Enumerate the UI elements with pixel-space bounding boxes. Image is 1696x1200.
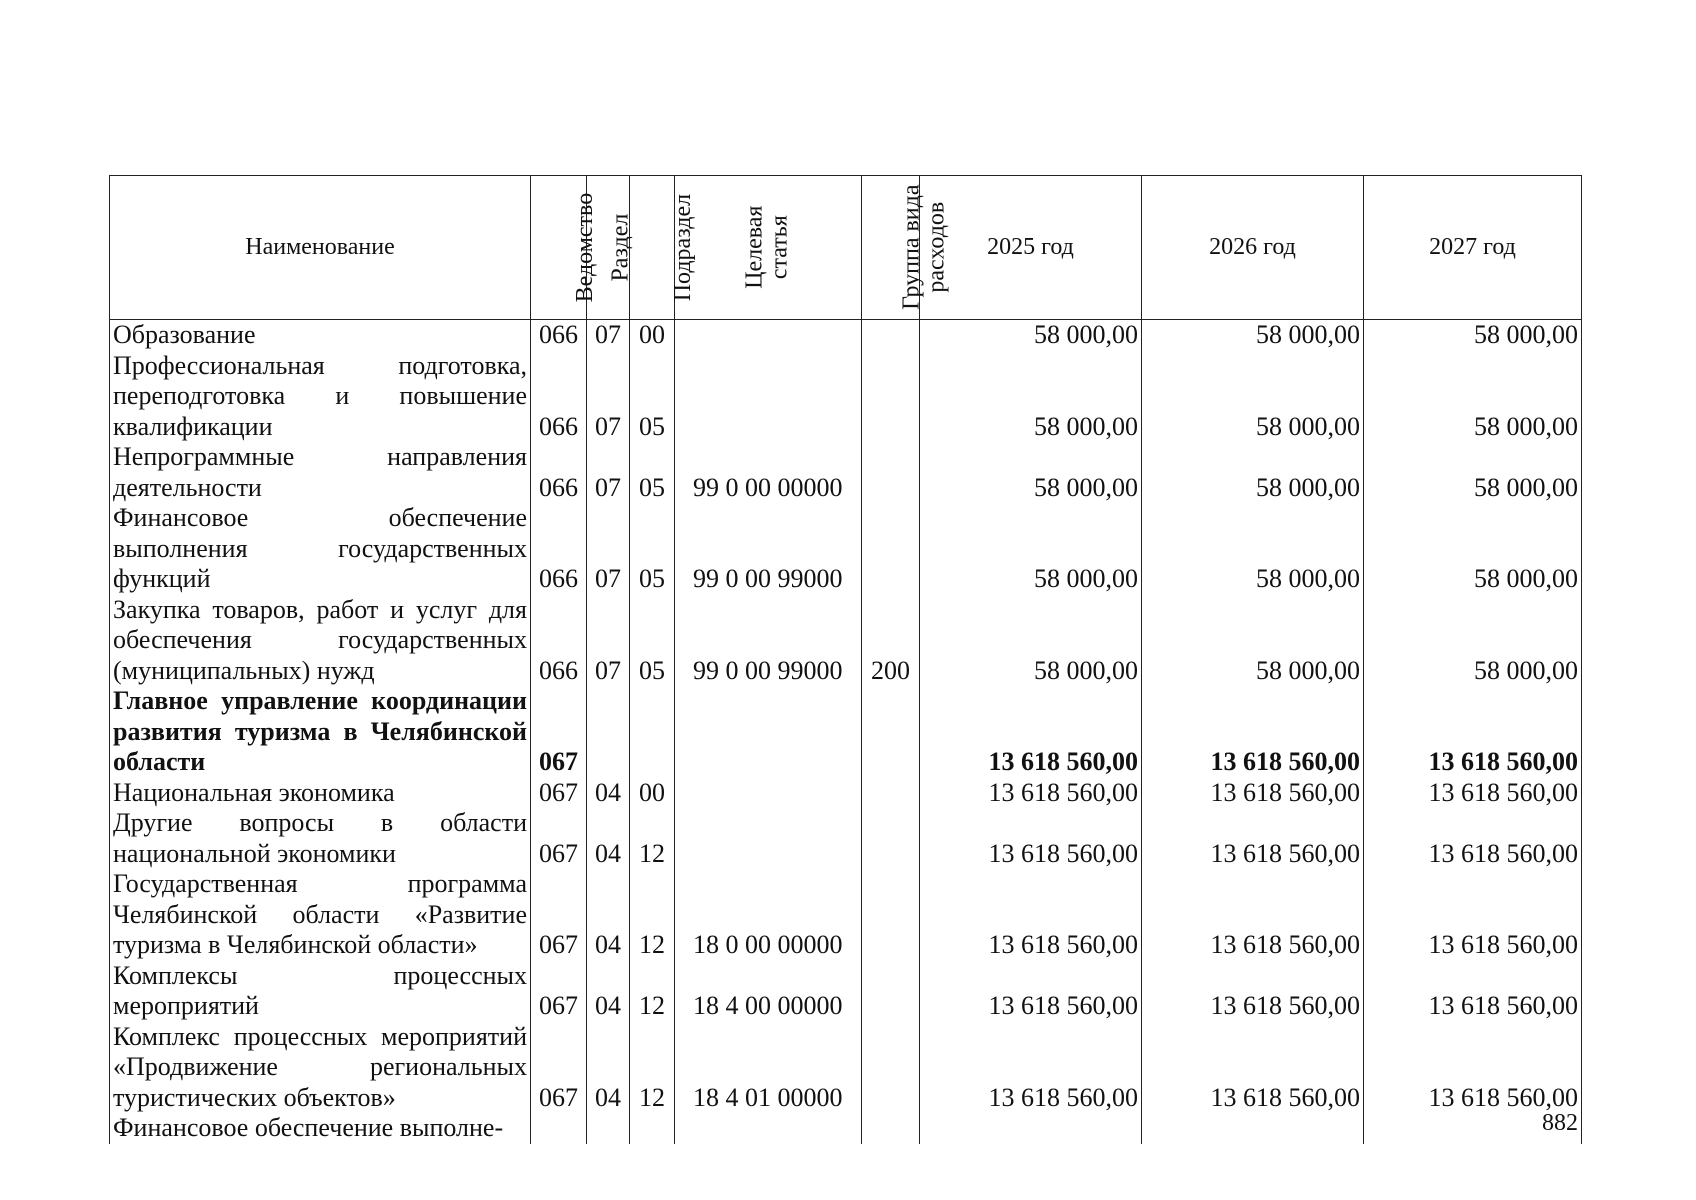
row-razdel: 07 <box>587 442 630 503</box>
budget-table <box>109 175 1582 1144</box>
header-2025: 2025 год <box>920 176 1142 320</box>
row-vedomstvo: 067 <box>531 686 587 778</box>
row-name: Комплексы процессных мероприятий <box>110 961 531 1022</box>
table-row <box>110 595 1582 687</box>
row-2026: 58 000,00 <box>1142 320 1364 351</box>
row-group <box>862 778 920 809</box>
row-2026: 58 000,00 <box>1142 351 1364 443</box>
row-name: Профессиональная подготовка, переподготовка и повышение квалификации <box>110 351 531 443</box>
row-2026: 58 000,00 <box>1142 503 1364 595</box>
row-razdel: 04 <box>587 778 630 809</box>
row-2025: 58 000,00 <box>920 351 1142 443</box>
row-vedomstvo: 067 <box>531 808 587 869</box>
row-2027: 13 618 560,00 <box>1364 1022 1582 1114</box>
row-vedomstvo: 067 <box>531 1022 587 1114</box>
row-group <box>862 503 920 595</box>
row-target: 99 0 00 99000 <box>675 503 862 595</box>
row-target: 18 4 01 00000 <box>675 1022 862 1114</box>
row-2027: 58 000,00 <box>1364 442 1582 503</box>
row-razdel <box>587 686 630 778</box>
row-target <box>675 778 862 809</box>
row-podrazdel: 05 <box>630 351 675 443</box>
table-row <box>110 320 1582 351</box>
row-group <box>862 1113 920 1144</box>
table-row <box>110 442 1582 503</box>
row-group <box>862 869 920 961</box>
header-name: Наименование <box>110 176 531 320</box>
header-vedomstvo: Ведомство <box>531 176 587 320</box>
row-2027: 58 000,00 <box>1364 595 1582 687</box>
row-2027: 13 618 560,00 <box>1364 778 1582 809</box>
table-row <box>110 503 1582 595</box>
row-razdel <box>587 1113 630 1144</box>
row-vedomstvo: 066 <box>531 503 587 595</box>
row-podrazdel: 05 <box>630 595 675 687</box>
row-target <box>675 1113 862 1144</box>
row-podrazdel: 05 <box>630 442 675 503</box>
row-group <box>862 351 920 443</box>
row-podrazdel: 12 <box>630 808 675 869</box>
row-target <box>675 808 862 869</box>
row-2025: 13 618 560,00 <box>920 686 1142 778</box>
header-2027: 2027 год <box>1364 176 1582 320</box>
row-group: 200 <box>862 595 920 687</box>
table-row <box>110 351 1582 443</box>
row-podrazdel <box>630 1113 675 1144</box>
row-2025: 13 618 560,00 <box>920 1022 1142 1114</box>
header-target: Целевая статья <box>675 176 862 320</box>
row-target: 99 0 00 00000 <box>675 442 862 503</box>
row-2027: 13 618 560,00 <box>1364 808 1582 869</box>
row-podrazdel <box>630 686 675 778</box>
header-row <box>110 176 1582 320</box>
row-name: Непрограммные направления деятельности <box>110 442 531 503</box>
row-name: Другие вопросы в области национальной экономики <box>110 808 531 869</box>
header-2026: 2026 год <box>1142 176 1364 320</box>
row-target <box>675 686 862 778</box>
row-razdel: 07 <box>587 595 630 687</box>
row-2026: 13 618 560,00 <box>1142 808 1364 869</box>
row-2025: 13 618 560,00 <box>920 808 1142 869</box>
table-row <box>110 961 1582 1022</box>
row-podrazdel: 05 <box>630 503 675 595</box>
row-group <box>862 442 920 503</box>
row-target <box>675 320 862 351</box>
row-podrazdel: 00 <box>630 320 675 351</box>
page-number: 882 <box>1542 1110 1578 1136</box>
row-podrazdel: 12 <box>630 1022 675 1114</box>
row-2025: 58 000,00 <box>920 320 1142 351</box>
table-row-truncated <box>110 1113 1582 1144</box>
row-2025: 13 618 560,00 <box>920 869 1142 961</box>
row-2026 <box>1142 1113 1364 1144</box>
row-podrazdel: 12 <box>630 869 675 961</box>
row-vedomstvo: 067 <box>531 961 587 1022</box>
row-2026: 13 618 560,00 <box>1142 1022 1364 1114</box>
row-group <box>862 320 920 351</box>
row-2025: 58 000,00 <box>920 503 1142 595</box>
table-row <box>110 869 1582 961</box>
row-group <box>862 961 920 1022</box>
row-target: 18 4 00 00000 <box>675 961 862 1022</box>
row-2027: 58 000,00 <box>1364 351 1582 443</box>
header-podrazdel: Подраздел <box>630 176 675 320</box>
table-row <box>110 808 1582 869</box>
row-razdel: 07 <box>587 320 630 351</box>
row-target: 99 0 00 99000 <box>675 595 862 687</box>
row-vedomstvo: 067 <box>531 869 587 961</box>
row-2025: 58 000,00 <box>920 442 1142 503</box>
row-vedomstvo: 066 <box>531 351 587 443</box>
row-name: Закупка товаров, работ и услуг для обеспечения государственных (муниципальных) нужд <box>110 595 531 687</box>
row-2027: 58 000,00 <box>1364 503 1582 595</box>
row-2027: 13 618 560,00 <box>1364 961 1582 1022</box>
row-name: Главное управление координации развития туризма в Челябинской области <box>110 686 531 778</box>
row-razdel: 04 <box>587 869 630 961</box>
row-razdel: 04 <box>587 1022 630 1114</box>
row-2026: 13 618 560,00 <box>1142 961 1364 1022</box>
row-vedomstvo: 066 <box>531 595 587 687</box>
row-podrazdel: 00 <box>630 778 675 809</box>
row-2026: 13 618 560,00 <box>1142 778 1364 809</box>
row-name: Комплекс процессных мероприятий «Продвижение региональных туристических объектов» <box>110 1022 531 1114</box>
row-razdel: 07 <box>587 351 630 443</box>
row-2026: 13 618 560,00 <box>1142 686 1364 778</box>
row-2027: 58 000,00 <box>1364 320 1582 351</box>
table-row <box>110 778 1582 809</box>
row-vedomstvo: 066 <box>531 442 587 503</box>
table-row-department <box>110 686 1582 778</box>
header-group: Группа вида расходов <box>862 176 920 320</box>
row-target <box>675 351 862 443</box>
row-name: Финансовое обеспечение выполнения государственных функций <box>110 503 531 595</box>
table-row <box>110 1022 1582 1114</box>
row-2025: 13 618 560,00 <box>920 961 1142 1022</box>
row-2026: 58 000,00 <box>1142 442 1364 503</box>
row-vedomstvo: 066 <box>531 320 587 351</box>
row-2027: 13 618 560,00 <box>1364 869 1582 961</box>
row-podrazdel: 12 <box>630 961 675 1022</box>
row-2026: 58 000,00 <box>1142 595 1364 687</box>
header-razdel: Раздел <box>587 176 630 320</box>
row-name: Государственная программа Челябинской области «Развитие туризма в Челябинской области» <box>110 869 531 961</box>
row-2025: 58 000,00 <box>920 595 1142 687</box>
row-name: Финансовое обеспечение выполне- <box>110 1113 531 1144</box>
row-group <box>862 1022 920 1114</box>
row-2026: 13 618 560,00 <box>1142 869 1364 961</box>
row-group <box>862 686 920 778</box>
row-name: Национальная экономика <box>110 778 531 809</box>
row-target: 18 0 00 00000 <box>675 869 862 961</box>
row-group <box>862 808 920 869</box>
row-name: Образование <box>110 320 531 351</box>
row-razdel: 04 <box>587 961 630 1022</box>
row-razdel: 07 <box>587 503 630 595</box>
row-vedomstvo <box>531 1113 587 1144</box>
row-2025 <box>920 1113 1142 1144</box>
row-2027: 13 618 560,00 <box>1364 686 1582 778</box>
row-vedomstvo: 067 <box>531 778 587 809</box>
row-razdel: 04 <box>587 808 630 869</box>
row-2025: 13 618 560,00 <box>920 778 1142 809</box>
